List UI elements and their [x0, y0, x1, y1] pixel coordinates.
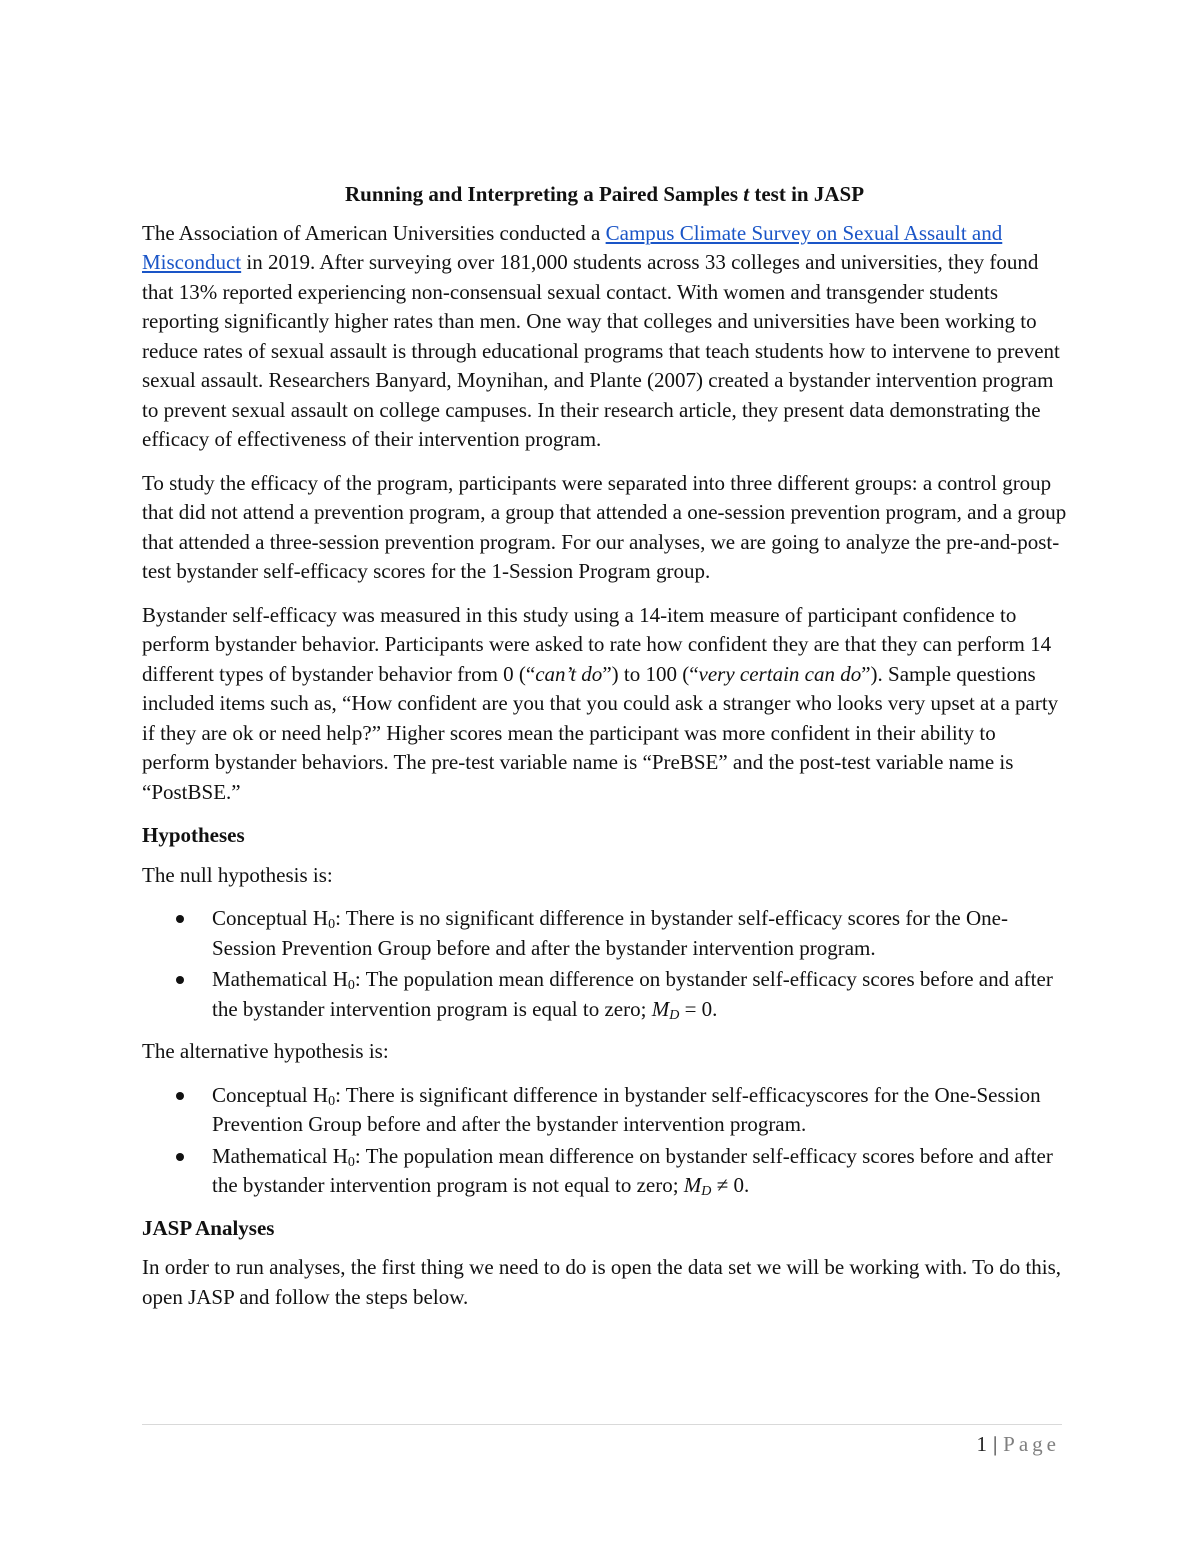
- list-item: Mathematical $H_0$: The population mean difference on bystander self-efficacy scores before and after the bystander intervention program is equal to zero; $M_D = 0$.: [142, 965, 1067, 1024]
- page-number: 1: [976, 1432, 987, 1456]
- alternative-hypothesis-list: [142, 1081, 1067, 1201]
- intro-paragraph: The Association of American Universities conducted a Campus Climate Survey on Sexual Assault and Misconduct in 2019. After surveying over 181,000 students across 33 colleges and universities, they found that 13% reported experiencing non-consensual sexual contact. With women and transgender students reporting significantly higher rates than men. One way that colleges and universities have been working to reduce rates of sexual assault is through educational programs that teach students how to intervene to prevent sexual assault. Researchers Banyard, Moynihan, and Plante (2007) created a bystander intervention program to prevent sexual assault on college campuses. In their research article, they present data demonstrating the efficacy of effectiveness of their intervention program.: [142, 220, 1060, 451]
- bullet-icon: [176, 915, 184, 923]
- list-item: Mathematical $H_0$: The population mean difference on bystander self-efficacy scores before and after the bystander intervention program is not equal to zero; $M_D \ne 0$.: [142, 1142, 1067, 1201]
- alternative-hypothesis-intro: The alternative hypothesis is:: [142, 1039, 389, 1063]
- list-item: Conceptual $H_0$: There is no significant difference in bystander self-efficacy scores for the One-Session Prevention Group before and after the bystander intervention program.: [142, 904, 1067, 963]
- page-label: Page: [1003, 1432, 1060, 1456]
- null-hypothesis-intro: The null hypothesis is:: [142, 862, 333, 887]
- null-hypothesis-list: [142, 904, 1067, 1024]
- bullet-icon: [176, 976, 184, 984]
- bullet-icon: [176, 1092, 184, 1100]
- study-design-paragraph: To study the efficacy of the program, participants were separated into three different groups: a control group that did not attend a prevention program, a group that attended a one-session prevention program, and a group that attended a three-session prevention program. For our analyses, we are going to analyze the pre-and-post-test bystander self-efficacy scores for the 1-Session Program group.: [142, 470, 1067, 583]
- title-text: Running and Interpreting a Paired Samples: [344, 182, 744, 206]
- title-t-italic: t: [743, 182, 750, 206]
- title-text-end: test in JASP: [749, 182, 865, 206]
- hypotheses-heading: Hypotheses: [142, 823, 245, 847]
- page-content: [142, 180, 1067, 1326]
- page-title: [142, 180, 1067, 210]
- footer-divider: [142, 1424, 1062, 1425]
- footer-separator: |: [992, 1432, 998, 1456]
- list-item: Conceptual $H_0$: There is significant difference in bystander self-efficacyscores for the One-Session Prevention Group before and after the bystander intervention program.: [142, 1081, 1067, 1140]
- survey-link[interactable]: Campus Climate Survey on Sexual Assault and Misconduct: [142, 220, 1003, 274]
- jasp-analyses-heading: JASP Analyses: [142, 1215, 275, 1240]
- page-footer: [976, 1430, 1060, 1459]
- bullet-icon: [176, 1153, 184, 1161]
- jasp-analyses-paragraph: In order to run analyses, the first thing we need to do is open the data set we will be working with. To do this, open JASP and follow the steps below.: [142, 1255, 1062, 1309]
- measure-paragraph: Bystander self-efficacy was measured in this study using a 14-item measure of participant confidence to perform bystander behavior. Participants were asked to rate how confident they are that they can perform 14 different types of bystander behavior from 0 (“can’t do”) to 100 (“very certain can do”). Sample questions included items such as, “How confident are you that you could ask a stranger who looks very upset at a party if they are ok or need help?” Higher scores mean the participant was more confident in their ability to perform bystander behaviors. The pre-test variable name is “PreBSE” and the post-test variable name is “PostBSE.”: [142, 602, 1059, 804]
